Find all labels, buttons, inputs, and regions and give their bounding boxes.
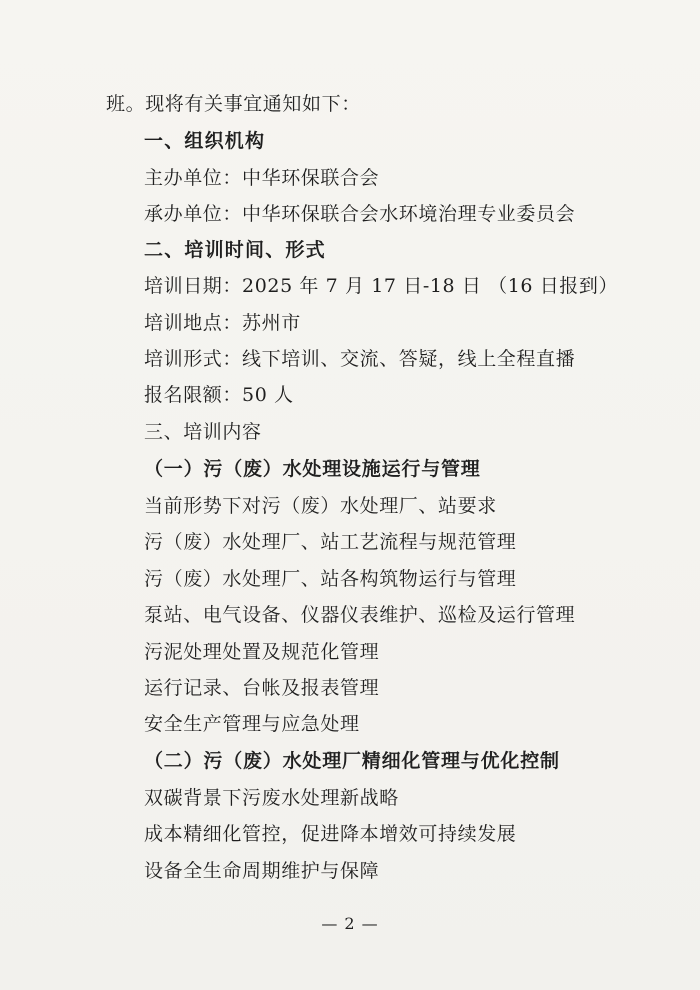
training-location: 培训地点：苏州市	[144, 312, 301, 334]
training-date: 培训日期：2025 年 7 月 17 日-18 日 （16 日报到）	[144, 275, 619, 297]
registration-quota: 报名限额：50 人	[144, 384, 294, 406]
list-item: 双碳背景下污废水处理新战略	[144, 787, 399, 809]
organizer-unit: 承办单位：中华环保联合会水环境治理专业委员会	[144, 203, 576, 225]
section2-title: 二、培训时间、形式	[144, 239, 326, 261]
list-item: 设备全生命周期维护与保障	[144, 860, 380, 882]
list-item: 成本精细化管控，促进降本增效可持续发展	[144, 823, 517, 845]
list-item: 污泥处理处置及规范化管理	[144, 641, 380, 663]
host-unit: 主办单位：中华环保联合会	[144, 167, 380, 189]
list-item: 运行记录、台帐及报表管理	[144, 677, 380, 699]
page-number: — 2 —	[321, 914, 379, 933]
section3-title: 三、培训内容	[144, 421, 262, 443]
list-item: 泵站、电气设备、仪器仪表维护、巡检及运行管理	[144, 604, 576, 626]
part1-title: （一）污（废）水处理设施运行与管理	[144, 458, 481, 480]
part2-title: （二）污（废）水处理厂精细化管理与优化控制	[144, 750, 560, 772]
intro-text: 班。现将有关事宜通知如下：	[106, 93, 361, 115]
list-item: 污（废）水处理厂、站各构筑物运行与管理	[144, 568, 517, 590]
list-item: 当前形势下对污（废）水处理厂、站要求	[144, 495, 497, 517]
list-item: 污（废）水处理厂、站工艺流程与规范管理	[144, 531, 517, 553]
list-item: 安全生产管理与应急处理	[144, 713, 360, 735]
section1-title: 一、组织机构	[144, 130, 266, 152]
training-format: 培训形式：线下培训、交流、答疑，线上全程直播	[144, 348, 576, 370]
